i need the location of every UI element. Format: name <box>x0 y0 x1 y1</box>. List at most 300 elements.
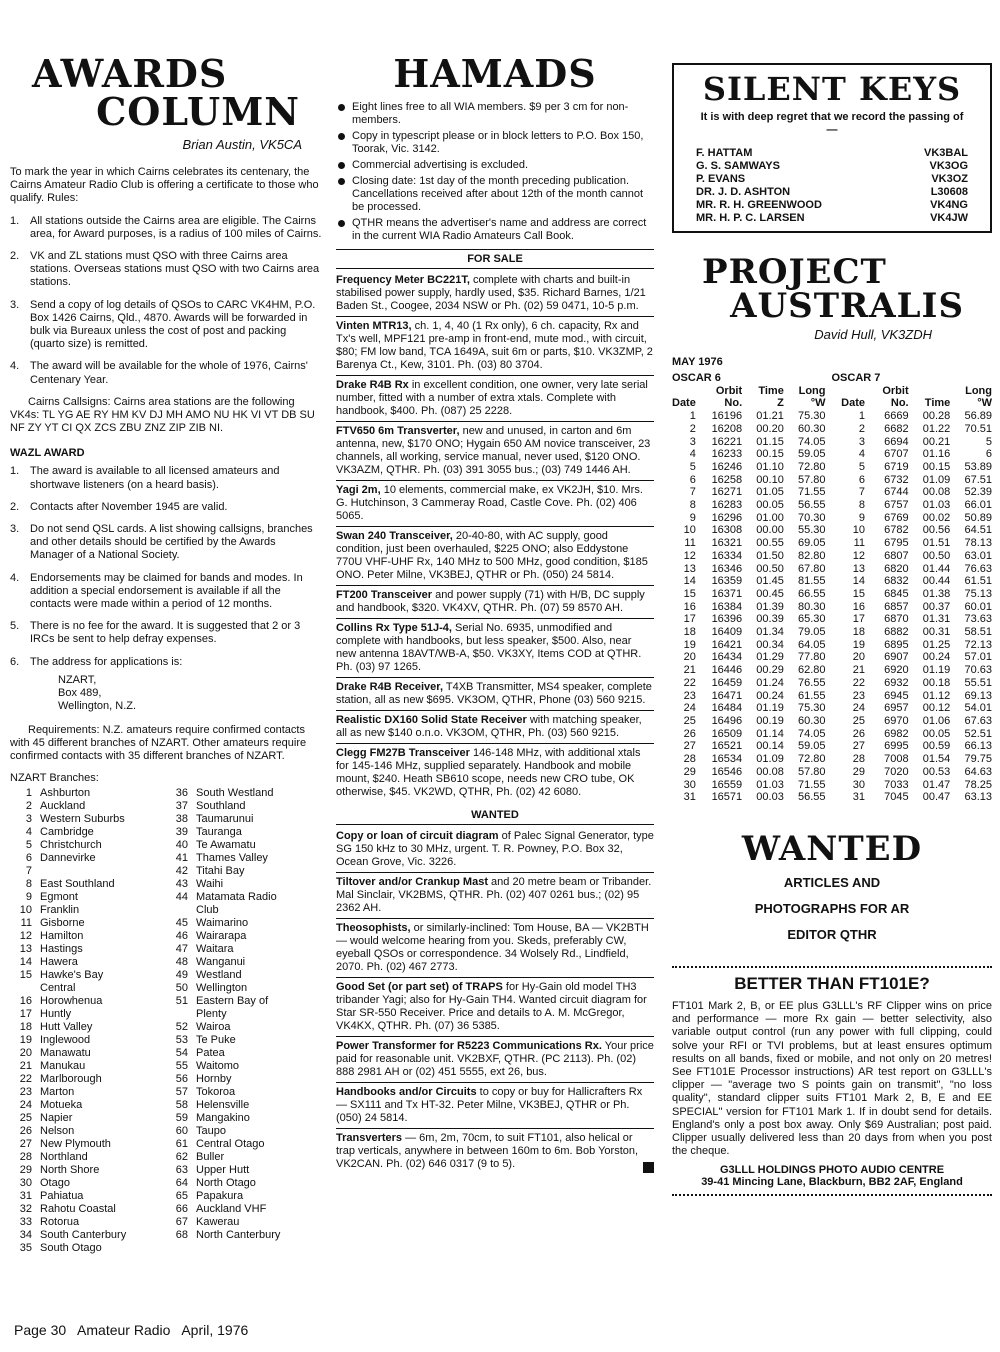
branch-name: Club <box>196 904 219 917</box>
branch-name: Hawke's Bay <box>40 969 104 982</box>
orbit-cell: 18 <box>683 626 696 639</box>
branch-name: Taupo <box>196 1125 226 1138</box>
branch-name: North Otago <box>196 1177 256 1190</box>
z-header: Z <box>777 397 784 410</box>
silent-key-callsign: VK3OG <box>929 160 968 172</box>
rule-text: VK and ZL stations must QSO with three Cairns area stations. Overseas stations must QSO with two Cairns area stations. <box>30 250 320 289</box>
branch-row <box>10 1151 166 1164</box>
classified-ad <box>336 317 654 376</box>
ad-text: for Hy-Gain old model TH3 tribander Yagi; also for Hy-Gain TH4. Wanted circuit diagram for Star SR-550 Receiver. Price and details to A. M. McGregor, VK4KX, QTHR. Ph. (07) 36 5385. <box>336 981 647 1032</box>
orbit-cell: 6719 <box>884 460 909 473</box>
branch-row <box>166 1216 322 1229</box>
ad-heading: Realistic DX160 Solid State Receiver <box>336 714 527 726</box>
orbit-cell: 3 <box>689 435 696 448</box>
orbit-cell: 01.38 <box>922 587 951 600</box>
orbit-cell: 56.55 <box>797 791 826 804</box>
branch-row <box>166 878 322 891</box>
branch-name: Horowhenua <box>40 995 103 1008</box>
silent-key-entry <box>696 160 968 173</box>
branch-row <box>10 1047 166 1060</box>
ad-text: to copy or buy for Hallicrafters Rx — SX111 and Tx HT-32. Peter Milne, VK3BEJ, QTHR or Ph. (050) 24 5814. <box>336 1086 643 1124</box>
orbit-cell: 60.30 <box>797 714 826 727</box>
orbit-cell: 00.03 <box>756 791 784 804</box>
ad-text: of Palec Signal Generator, type SG 150 kHz to 30 MHz, urgent. T. R. Powney, P.O. Box 32, Ocean Grove, Vic. 3226. <box>336 830 654 868</box>
branch-row <box>166 813 322 826</box>
ad-heading: Tiltover and/or Crankup Mast <box>336 876 488 888</box>
silent-keys-box <box>672 63 992 233</box>
branch-name: Hastings <box>40 943 83 956</box>
rule-number: 4. <box>10 571 20 584</box>
branch-row <box>166 1073 322 1086</box>
for-sale-heading: FOR SALE <box>336 249 654 269</box>
orbit-cell: 6795 <box>884 537 909 550</box>
branch-row <box>166 982 322 995</box>
orbit-cell: 6957 <box>884 702 909 715</box>
branch-number: 36 <box>175 787 188 800</box>
branch-number: 54 <box>175 1047 188 1060</box>
branch-number: 40 <box>175 839 188 852</box>
orbit-cell: 00.50 <box>922 549 951 562</box>
orbit-cell: 01.05 <box>756 486 784 499</box>
orbit-row <box>672 779 992 792</box>
orbit-cell: 6694 <box>884 435 909 448</box>
silent-key-callsign: VK4NG <box>930 199 968 211</box>
orbit-cell: 71.55 <box>797 486 826 499</box>
branch-name: Southland <box>196 800 246 813</box>
orbit-cell: 00.02 <box>922 511 951 524</box>
branch-row <box>10 1034 166 1047</box>
orbit-cell: 01.15 <box>756 435 784 448</box>
branch-name: New Plymouth <box>40 1138 111 1151</box>
branch-row <box>10 943 166 956</box>
branch-row <box>166 969 322 982</box>
orbit-cell: 00.10 <box>756 473 784 486</box>
orbit-row <box>672 740 992 753</box>
orbit-cell: 16334 <box>711 549 743 562</box>
branch-row <box>10 982 166 995</box>
orbit-cell: 57.80 <box>797 473 826 486</box>
branch-row <box>166 852 322 865</box>
orbit-cell: 78.13 <box>964 537 992 550</box>
cairns-callsigns: Cairns Callsigns: Cairns area stations are the following VK4s: TL YG AE RY HM KV DJ MH AMO NU HK VI VT DB SU NF ZY YT CI QX ZCS ZBU ZNZ ZIP ZIB NI. <box>10 395 315 435</box>
ad-heading: Transverters <box>336 1132 403 1144</box>
orbit-cell: 57.80 <box>797 765 826 778</box>
branch-number: 47 <box>175 943 188 956</box>
branch-number: 43 <box>175 878 188 891</box>
orbit-cell: 21 <box>683 664 696 677</box>
orbit-cell: 60.30 <box>797 422 826 435</box>
orbit-month: MAY 1976 <box>672 356 723 368</box>
orbit-row <box>672 575 992 588</box>
branch-name: Christchurch <box>40 839 102 852</box>
orbit-cell: 6907 <box>884 651 909 664</box>
rule-number: 2. <box>10 250 20 263</box>
orbit-cell: 00.12 <box>922 702 951 715</box>
orbit-row <box>672 626 992 639</box>
orbit-cell: 65.30 <box>797 613 826 626</box>
branch-number: 9 <box>25 891 32 904</box>
branch-name: Franklin <box>40 904 80 917</box>
branch-number: 38 <box>175 813 188 826</box>
branch-number: 35 <box>19 1242 32 1255</box>
orbit-cell: 64.05 <box>797 638 826 651</box>
orbit-cell: 16359 <box>711 575 743 588</box>
branch-name: Central Otago <box>196 1138 265 1151</box>
orbit-cell: 59.05 <box>797 448 826 461</box>
date-header: Date <box>672 397 696 410</box>
branch-number: 10 <box>19 904 32 917</box>
orbit-cell: 50.89 <box>964 511 992 524</box>
orbit-cell: 6732 <box>884 473 909 486</box>
orbit-cell: 69.13 <box>964 689 992 702</box>
orbit-cell: 6 <box>689 473 696 486</box>
orbit-cell: 53.89 <box>964 460 992 473</box>
branch-name: Marton <box>40 1086 75 1099</box>
orbit-cell: 6970 <box>884 714 909 727</box>
orbit-cell: 6870 <box>884 613 909 626</box>
project-title-line2: AUSTRALIS <box>730 286 964 326</box>
orbit-cell: 16371 <box>711 587 743 600</box>
no-header: No. <box>724 397 743 410</box>
branch-name: Waitara <box>196 943 234 956</box>
hamads-column <box>336 51 654 1178</box>
orbit-cell: 16496 <box>711 714 743 727</box>
branch-name: Mangakino <box>196 1112 250 1125</box>
address-line: Box 489, <box>58 687 102 700</box>
branch-number: 4 <box>25 826 32 839</box>
orbit-cell: 00.47 <box>922 791 951 804</box>
orbit-row <box>672 512 992 525</box>
rule-item <box>10 523 322 563</box>
branch-name: Tauranga <box>196 826 242 839</box>
branch-name: Manawatu <box>40 1047 91 1060</box>
branch-row <box>10 1164 166 1177</box>
branch-name: Western Suburbs <box>40 813 125 826</box>
branch-name: Napier <box>40 1112 73 1125</box>
branch-name: Te Awamatu <box>196 839 256 852</box>
orbit-cell: 6845 <box>884 587 909 600</box>
orbit-cell: 00.21 <box>922 435 951 448</box>
branch-row <box>10 1099 166 1112</box>
silent-key-name: P. EVANS <box>696 173 746 185</box>
orbit-cell: 16208 <box>711 422 743 435</box>
awards-column <box>10 51 322 1255</box>
silent-key-name: MR. R. H. GREENWOOD <box>696 199 822 211</box>
branch-row <box>10 930 166 943</box>
ad-heading: FT200 Transceiver <box>336 589 433 601</box>
branch-row <box>166 839 322 852</box>
classified-ad <box>336 711 654 744</box>
classified-ad <box>336 422 654 481</box>
orbit-cell: 01.06 <box>922 714 951 727</box>
awards-title-line2: COLUMN <box>96 89 300 134</box>
branch-row <box>166 800 322 813</box>
wanted-line1: ARTICLES AND <box>783 874 881 890</box>
branch-number: 31 <box>19 1190 32 1203</box>
bullet-icon <box>338 104 345 111</box>
orbit-cell: 16421 <box>711 638 743 651</box>
orbit-cell: 1 <box>689 410 696 423</box>
classified-ad <box>336 827 654 873</box>
orbit-cell: 01.09 <box>756 753 784 766</box>
orbit-cell: 2 <box>689 422 696 435</box>
rule-text: Do not send QSL cards. A list showing callsigns, branches and other details should be certified by the Awards Manager of a National Society. <box>30 523 313 562</box>
awards-title-line1: AWARDS <box>32 51 228 96</box>
orbit-cell: 71.55 <box>797 778 826 791</box>
orbit-row <box>672 436 992 449</box>
branch-number: 16 <box>19 995 32 1008</box>
ad-text: — 6m, 2m, 70cm, to suit FT101, also helical or trap verticals, anywhere in between 160m to 6m. Bob Yorston, VK2CAN. Ph. (02) 646 0317 (9 to 5). <box>336 1132 639 1170</box>
branch-number: 19 <box>19 1034 32 1047</box>
orbit-cell: 56.89 <box>964 410 992 423</box>
branch-name: Rotorua <box>40 1216 80 1229</box>
orbit-cell: 00.56 <box>922 524 951 537</box>
branch-number: 67 <box>175 1216 188 1229</box>
orbit-cell: 13 <box>852 562 866 575</box>
orbit-cell: 6832 <box>884 575 909 588</box>
orbit-table <box>672 372 992 804</box>
orbit-cell: 00.15 <box>756 448 784 461</box>
bullet-icon <box>338 178 345 185</box>
orbit-row <box>672 613 992 626</box>
wanted-ads <box>336 827 654 1174</box>
branch-name: East Southland <box>40 878 115 891</box>
branch-row <box>166 1099 322 1112</box>
branch-number: 3 <box>25 813 32 826</box>
orbit-cell: 7020 <box>884 765 909 778</box>
orbit-cell: 00.00 <box>756 524 784 537</box>
branch-number: 8 <box>25 878 32 891</box>
orbit-cell: 26 <box>683 727 696 740</box>
orbit-cell: 01.00 <box>756 511 784 524</box>
orbit-cell: 16283 <box>711 499 743 512</box>
orbit-cell: 6782 <box>884 524 909 537</box>
branch-number: 26 <box>19 1125 32 1138</box>
rule-number: 3. <box>10 523 20 536</box>
orbit-cell: 18 <box>852 626 866 639</box>
orbit-row <box>672 550 992 563</box>
branch-number <box>10 982 32 995</box>
branch-row <box>10 1073 166 1086</box>
better-title: BETTER THAN FT101E? <box>734 973 930 993</box>
branch-name: Helensville <box>196 1099 250 1112</box>
branch-row <box>166 1047 322 1060</box>
branch-number: 22 <box>19 1073 32 1086</box>
hamads-rule-item <box>336 101 654 127</box>
rule-number: 6. <box>10 655 20 668</box>
rule-item <box>10 656 322 669</box>
orbit-cell: 01.09 <box>922 473 951 486</box>
orbit-cell: 76.55 <box>797 676 826 689</box>
branch-number: 14 <box>19 956 32 969</box>
orbit-cell: 00.15 <box>922 460 951 473</box>
branch-name: Inglewood <box>40 1034 91 1047</box>
orbit-cell: 74.05 <box>797 727 826 740</box>
orbit-cell: 64.63 <box>964 765 992 778</box>
silent-key-entry <box>696 147 968 160</box>
orbit-cell: 27 <box>852 740 866 753</box>
branch-number: 55 <box>175 1060 188 1073</box>
orbit-cell: 70.63 <box>964 664 992 677</box>
orbit-row <box>672 766 992 779</box>
ad-text: T4XB Transmitter, MS4 speaker, complete station, all as new $695. VK3OM, QTHR, Phone (03) 560 9215. <box>336 681 652 706</box>
orbit-cell: 00.50 <box>756 562 784 575</box>
orbit-cell: 20 <box>852 651 866 664</box>
branch-number: 64 <box>175 1177 188 1190</box>
branch-name: Hornby <box>196 1073 232 1086</box>
orbit-cell: 16 <box>683 600 696 613</box>
branch-row <box>10 800 166 813</box>
orbit-cell: 16346 <box>711 562 743 575</box>
classified-ad <box>336 271 654 317</box>
ad-top-border <box>672 966 992 968</box>
branch-number: 34 <box>19 1229 32 1242</box>
orbit-cell: 01.22 <box>922 422 951 435</box>
orbit-cell: 80.30 <box>797 600 826 613</box>
orbit-cell: 00.05 <box>756 499 784 512</box>
orbit-cell: 17 <box>852 613 866 626</box>
branch-name: Egmont <box>40 891 78 904</box>
silent-key-callsign: VK3BAL <box>923 147 968 159</box>
orbit-cell: 6 <box>858 473 866 486</box>
rule-item <box>10 250 322 290</box>
branch-row <box>10 891 166 904</box>
branch-name: Hutt Valley <box>40 1021 93 1034</box>
classified-ad <box>336 586 654 619</box>
rule-text: All stations outside the Cairns area are eligible. The Cairns area, for Award purposes, is a radius of 100 miles of Cairns. <box>30 214 322 240</box>
branch-number: 52 <box>175 1021 188 1034</box>
branch-name: Nelson <box>40 1125 75 1138</box>
orbit-cell: 6744 <box>884 486 909 499</box>
branch-name: Dannevirke <box>40 852 96 865</box>
branch-row <box>166 891 322 904</box>
branch-number: 30 <box>19 1177 32 1190</box>
orbit-cell: 16221 <box>711 435 743 448</box>
branch-number: 20 <box>19 1047 32 1060</box>
branch-number: 58 <box>175 1099 188 1112</box>
ad-text: 20-40-80, with AC supply, good condition, just been overhauled, $225 ONO; also Eddystone 770U VHF-UHF Rx, 140 MHz to 500 MHz, good condition, $185 ONO. Peter Milne, VK3BEJ, QTHR or Ph. (050) 24 5814. <box>336 530 648 581</box>
branch-row <box>10 904 166 917</box>
branch-name: Marlborough <box>40 1073 102 1086</box>
orbit-cell: 6995 <box>884 740 909 753</box>
orbit-cell: 01.24 <box>756 676 784 689</box>
silent-key-entry <box>696 199 968 212</box>
orbit-cell: 01.31 <box>922 613 951 626</box>
branch-number: 18 <box>19 1021 32 1034</box>
orbit-cell: 01.10 <box>756 460 784 473</box>
orbit-row <box>672 651 992 664</box>
orbit-cell: 6 <box>985 448 992 461</box>
branch-row <box>166 826 322 839</box>
silent-key-callsign: VK3OZ <box>931 173 968 185</box>
orbit-cell: 6945 <box>884 689 909 702</box>
orbit-cell: 6882 <box>884 626 909 639</box>
orbit-cell: 00.08 <box>922 486 951 499</box>
branch-name: Titahi Bay <box>196 865 245 878</box>
hamads-rule-item <box>336 130 654 156</box>
orbit-cell: 70.51 <box>964 422 992 435</box>
orbit-cell: 01.03 <box>922 499 951 512</box>
orbit-cell: 00.39 <box>756 613 784 626</box>
branch-name: Buller <box>196 1151 225 1164</box>
classified-ad <box>336 481 654 527</box>
orbit-cell: 16196 <box>711 410 743 423</box>
wazl-rules-list <box>10 465 322 668</box>
rule-number: 4. <box>10 360 20 373</box>
ad-heading: Yagi 2m, <box>336 484 381 496</box>
ad-text: ch. 1, 4, 40 (1 Rx only), 6 ch. capacity, Rx and Tx's well, MPF121 pre-amp in front-end, mute mod., with circuit, $80; FM low band, TCA 1649A, suit 6m or parts, $10. VK3ZMP, 2 Barenya Ct., Kew, 3101. Ph. (03) 80 3704. <box>336 320 653 371</box>
orbit-cell: 6895 <box>884 638 909 651</box>
branches-title: NZART Branches: <box>10 772 99 785</box>
branch-number: 57 <box>175 1086 188 1099</box>
orbit-cell: 13 <box>683 562 696 575</box>
orbit-cell: 16258 <box>711 473 743 486</box>
branch-number: 41 <box>175 852 188 865</box>
right-column <box>672 63 992 1196</box>
branch-row <box>166 787 322 800</box>
orbit-row <box>672 677 992 690</box>
classified-ad <box>336 978 654 1037</box>
orbit-cell: 55.30 <box>797 524 826 537</box>
orbit-cell: 8 <box>689 499 696 512</box>
rule-item <box>10 215 322 241</box>
orbit-cell: 6932 <box>884 676 909 689</box>
w-header-7: °W <box>977 397 992 410</box>
orbit-cell: 00.29 <box>756 664 784 677</box>
orbit-cell: 01.29 <box>756 651 784 664</box>
orbit-cell: 5 <box>858 460 866 473</box>
orbit-cell: 00.37 <box>922 600 951 613</box>
orbit-cell: 7033 <box>884 778 909 791</box>
nzart-address <box>58 674 322 714</box>
branch-row <box>10 878 166 891</box>
orbit-cell: 6682 <box>884 422 909 435</box>
branch-number: 45 <box>175 917 188 930</box>
branch-row <box>166 1164 322 1177</box>
silent-keys-intro: It is with deep regret that we record the passing of — <box>700 111 964 136</box>
branch-number: 61 <box>175 1138 188 1151</box>
branch-name: South Otago <box>40 1242 102 1255</box>
branch-number: 42 <box>175 865 188 878</box>
branch-number: 15 <box>19 969 32 982</box>
orbit-cell: 01.47 <box>922 778 951 791</box>
branch-row <box>10 1177 166 1190</box>
silent-keys-list <box>696 147 968 225</box>
orbit-cell: 52.51 <box>964 727 992 740</box>
orbit-cell: 01.19 <box>922 664 951 677</box>
branch-name: Taumarunui <box>196 813 254 826</box>
branch-row <box>10 1242 166 1255</box>
branch-row <box>10 1021 166 1034</box>
orbit-cell: 01.34 <box>756 626 784 639</box>
orbit-cell: 7 <box>689 486 696 499</box>
branches-list <box>10 787 322 1255</box>
branch-name: Te Puke <box>196 1034 236 1047</box>
orbit-cell: 16233 <box>711 448 743 461</box>
orbit-cell: 72.80 <box>797 460 826 473</box>
ad-text: in excellent condition, one owner, very late serial number, fitted with a number of extra xtals. Complete with handbook, $400. Ph. (087) 25 2228. <box>336 379 648 417</box>
orbit-cell: 30 <box>852 778 866 791</box>
oscar6-label: OSCAR 6 <box>672 372 721 384</box>
branch-name: Motueka <box>40 1099 83 1112</box>
orbit-cell: 00.24 <box>922 651 951 664</box>
orbit-cell: 55.51 <box>964 676 992 689</box>
branch-row <box>166 1151 322 1164</box>
branch-number: 2 <box>25 800 32 813</box>
branch-name: Auckland VHF <box>196 1203 267 1216</box>
classified-ad <box>336 873 654 919</box>
orbit-cell: 72.80 <box>797 753 826 766</box>
